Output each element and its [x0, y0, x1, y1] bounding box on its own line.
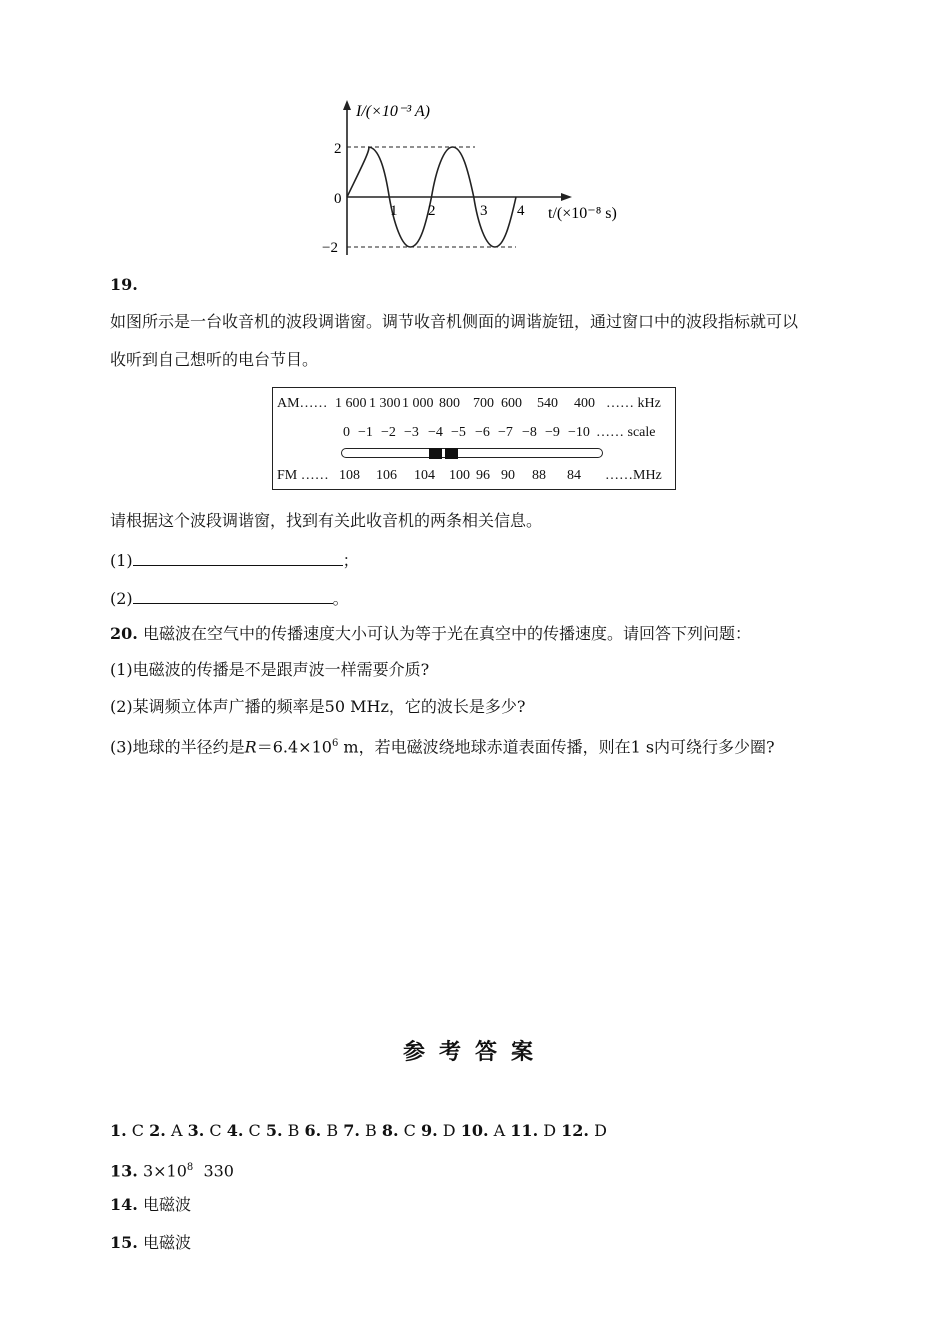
- ans-val: B: [364, 1121, 377, 1140]
- scale-value-3: −3: [404, 425, 419, 440]
- scale-value-2: −2: [381, 425, 396, 440]
- scale-value-8: −8: [522, 425, 537, 440]
- item2-blank[interactable]: [133, 587, 333, 604]
- am-value-540: 540: [537, 396, 558, 411]
- ans-val: A: [170, 1121, 183, 1140]
- am-value-400: 400: [574, 396, 595, 411]
- ans13-exp: 8: [186, 1162, 194, 1173]
- y-axis-arrow: [343, 100, 351, 110]
- scale-value-0: 0: [343, 425, 350, 440]
- q20-stem: [110, 624, 751, 644]
- q19-number: 19.: [110, 275, 138, 294]
- scale-value-4: −4: [428, 425, 443, 440]
- fm-value-88: 88: [532, 468, 546, 483]
- x-tick-1: 1: [390, 203, 398, 219]
- tuning-indicator-right: [445, 448, 458, 459]
- ans-num: 9.: [420, 1121, 438, 1140]
- ans-val: D: [543, 1121, 557, 1140]
- ans-val: C: [209, 1121, 222, 1140]
- x-tick-3: 3: [480, 203, 488, 219]
- ans-val: C: [248, 1121, 261, 1140]
- y-axis-label: I/(×10⁻³ A): [356, 103, 430, 120]
- ans-num: 8.: [381, 1121, 399, 1140]
- ans15-text: 电磁波: [142, 1233, 191, 1252]
- ans-val: C: [403, 1121, 416, 1140]
- ans-val: C: [131, 1121, 145, 1140]
- q20-sub3-b: ＝6.4×10: [256, 737, 332, 757]
- q20-sub3: [110, 734, 775, 757]
- fm-value-90: 90: [501, 468, 515, 483]
- am-unit: …… kHz: [606, 396, 661, 411]
- fm-label: FM ……: [277, 468, 329, 483]
- x-axis-label: t/(×10⁻⁸ s): [548, 205, 617, 222]
- answer-15: [110, 1233, 191, 1253]
- scale-value-10: −10: [568, 425, 590, 440]
- item1-end: ；: [342, 551, 359, 570]
- scale-value-5: −5: [451, 425, 466, 440]
- q19-line2: 收听到自己想听的电台节目。: [110, 350, 319, 369]
- ans-num: 5.: [265, 1121, 283, 1140]
- am-value-1300: 1 300: [369, 396, 401, 411]
- ans14-text: 电磁波: [142, 1195, 191, 1214]
- scale-value-1: −1: [358, 425, 373, 440]
- q20-number: 20.: [110, 624, 138, 643]
- x-tick-4: 4: [517, 203, 525, 219]
- ans-val: D: [594, 1121, 607, 1140]
- q20-sub1: (1)电磁波的传播是不是跟声波一样需要介质?: [110, 660, 430, 679]
- ans-val: A: [493, 1121, 506, 1140]
- item1-blank[interactable]: [133, 549, 343, 566]
- item2-label: (2): [110, 589, 133, 608]
- fm-value-104: 104: [414, 468, 435, 483]
- q19-line1: 如图所示是一台收音机的波段调谐窗。调节收音机侧面的调谐旋钮，通过窗口中的波段指标就可以: [110, 312, 799, 331]
- ans-num: 10.: [460, 1121, 489, 1140]
- scale-value-6: −6: [475, 425, 490, 440]
- ans13-rest: 330: [193, 1161, 234, 1181]
- am-value-700: 700: [473, 396, 494, 411]
- ans-num: 12.: [561, 1121, 589, 1140]
- item1-label: (1): [110, 551, 133, 570]
- am-label: AM……: [277, 396, 328, 411]
- ans-num: 6.: [304, 1121, 322, 1140]
- fm-unit: ……MHz: [605, 468, 662, 483]
- ans-val: B: [287, 1121, 300, 1140]
- ans14-num: 14.: [110, 1195, 138, 1214]
- ans-num: 3.: [187, 1121, 205, 1140]
- am-value-1600: 1 600: [335, 396, 367, 411]
- scale-value-9: −9: [545, 425, 560, 440]
- tuning-indicator-left: [429, 448, 442, 459]
- q20-stem-text: 电磁波在空气中的传播速度大小可认为等于光在真空中的传播速度。请回答下列问题：: [142, 624, 751, 643]
- scale-unit: …… scale: [596, 425, 656, 440]
- ans15-num: 15.: [110, 1233, 138, 1252]
- fm-value-108: 108: [339, 468, 360, 483]
- tuning-dial: [272, 387, 676, 490]
- answers-row1: [110, 1121, 607, 1141]
- fm-value-100: 100: [449, 468, 470, 483]
- ans13-num: 13.: [110, 1161, 138, 1181]
- ans13-base: 3×10: [142, 1161, 187, 1181]
- ans-val: B: [326, 1121, 339, 1140]
- y-tick-0: 0: [334, 191, 342, 207]
- q20-sub3-c: m，若电磁波绕地球赤道表面传播，则在1 s内可绕行多少圈?: [338, 737, 775, 757]
- tuning-slider-track: [341, 448, 603, 458]
- q19-item2: [110, 587, 349, 609]
- ans-num: 7.: [343, 1121, 360, 1140]
- q20-sub3-var: R: [244, 737, 257, 757]
- ans-num: 2.: [149, 1121, 166, 1140]
- ans-num: 11.: [510, 1121, 539, 1140]
- fm-value-84: 84: [567, 468, 581, 483]
- am-value-1000: 1 000: [402, 396, 434, 411]
- x-tick-2: 2: [428, 203, 436, 219]
- scale-value-7: −7: [498, 425, 513, 440]
- ans-num: 1.: [110, 1121, 127, 1140]
- item2-end: 。: [332, 589, 349, 608]
- answer-14: [110, 1195, 191, 1215]
- fm-value-106: 106: [376, 468, 397, 483]
- ans-val: D: [442, 1121, 456, 1140]
- am-value-600: 600: [501, 396, 522, 411]
- ans-num: 4.: [226, 1121, 244, 1140]
- answer-13: [110, 1158, 234, 1181]
- q19-prompt: 请根据这个波段调谐窗，找到有关此收音机的两条相关信息。: [110, 511, 543, 530]
- y-tick-neg2: −2: [322, 240, 338, 256]
- am-value-800: 800: [439, 396, 460, 411]
- fm-value-96: 96: [476, 468, 490, 483]
- q20-sub3-a: (3)地球的半径约是: [110, 737, 245, 757]
- x-axis-arrow: [561, 193, 572, 201]
- current-time-graph: [310, 90, 650, 260]
- q20-sub3-exp: 6: [331, 738, 339, 749]
- y-tick-2: 2: [334, 141, 342, 157]
- q20-sub2: (2)某调频立体声广播的频率是50 MHz，它的波长是多少?: [110, 697, 526, 716]
- answers-title: 参考答案: [402, 1039, 547, 1065]
- q19-item1: [110, 549, 359, 571]
